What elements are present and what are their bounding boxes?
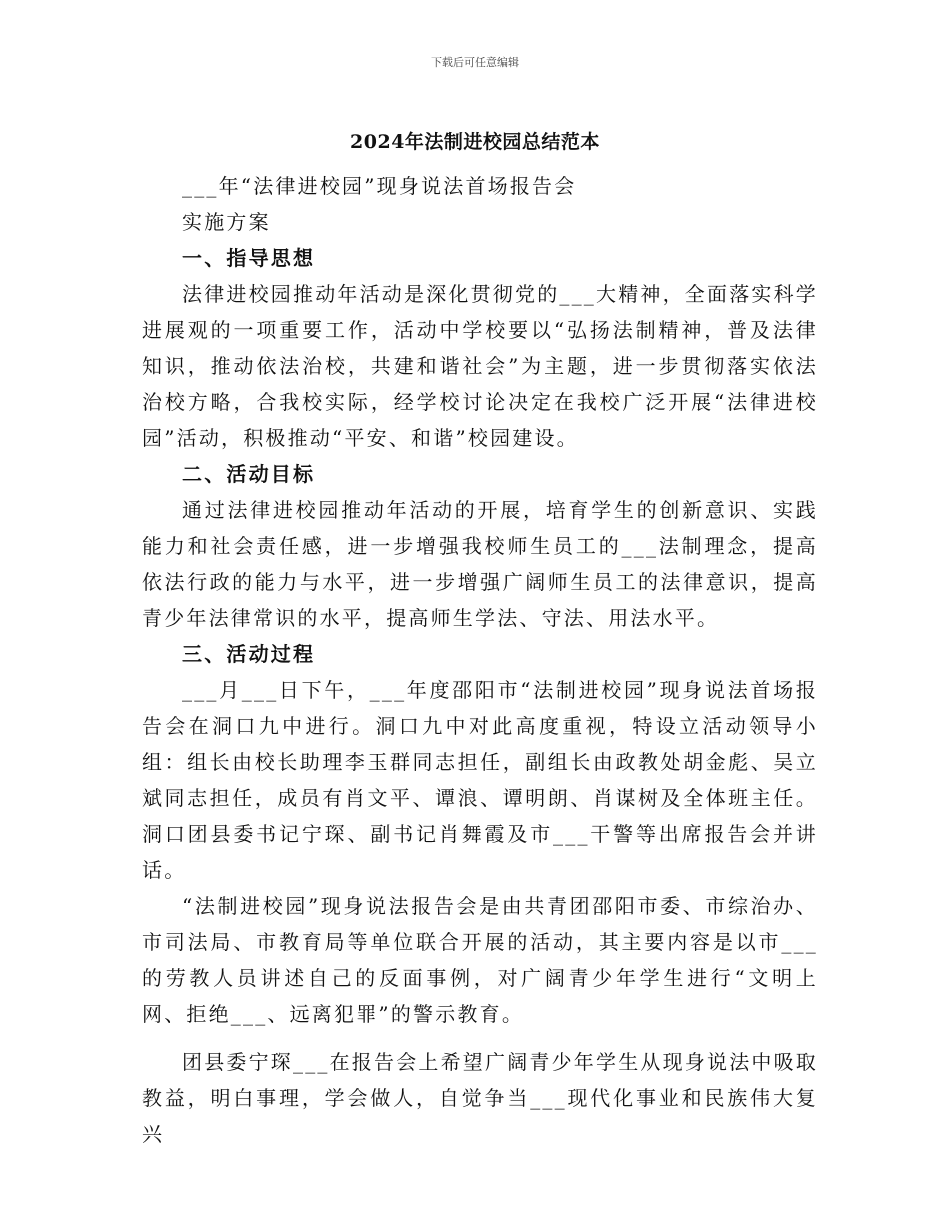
section-3-paragraph-3: 团县委宁琛___在报告会上希望广阔青少年学生从现身说法中吸取教益，明白事理，学会做人，自觉争当___现代化事业和民族伟大复兴 xyxy=(142,1050,818,1146)
document-body xyxy=(142,168,818,1152)
page-header-note: 下载后可任意编辑 xyxy=(431,56,519,69)
subtitle-line-2: 实施方案 xyxy=(182,210,271,234)
section-3-paragraph-1: ___月___日下午，___年度邵阳市“法制进校园”现身说法首场报告会在洞口九中进行。洞口九中对此高度重视，特设立活动领导小组：组长由校长助理李玉群同志担任，副组长由政教处胡金彪、吴立斌同志担任，成员有肖文平、谭浪、谭明朗、肖谋树及全体班主任。洞口团县委书记宁琛、副书记肖舞霞及市___干警等出席报告会并讲话。 xyxy=(142,678,818,882)
section-3-heading: 三、活动过程 xyxy=(182,642,316,666)
section-2-paragraph: 通过法律进校园推动年活动的开展，培育学生的创新意识、实践能力和社会责任感，进一步增强我校师生员工的___法制理念，提高依法行政的能力与水平，进一步增强广阔师生员工的法律意识，提高青少年法律常识的水平，提高师生学法、守法、用法水平。 xyxy=(142,498,818,630)
section-2-heading: 二、活动目标 xyxy=(182,462,316,486)
section-1-heading: 一、指导思想 xyxy=(182,246,316,270)
document-title: 2024年法制进校园总结范本 xyxy=(350,131,600,153)
section-3-paragraph-2: “法制进校园”现身说法报告会是由共青团邵阳市委、市综治办、市司法局、市教育局等单位联合开展的活动，其主要内容是以市___的劳教人员讲述自己的反面事例，对广阔青少年学生进行“文明上网、拒绝___、远离犯罪”的警示教育。 xyxy=(142,894,818,1026)
section-1-paragraph: 法律进校园推动年活动是深化贯彻党的___大精神，全面落实科学进展观的一项重要工作，活动中学校要以“弘扬法制精神，普及法律知识，推动依法治校，共建和谐社会”为主题，进一步贯彻落实依法治校方略，合我校实际，经学校讨论决定在我校广泛开展“法律进校园”活动，积极推动“平安、和谐”校园建设。 xyxy=(142,282,818,450)
subtitle-line-1: ___年“法律进校园”现身说法首场报告会 xyxy=(182,174,577,198)
